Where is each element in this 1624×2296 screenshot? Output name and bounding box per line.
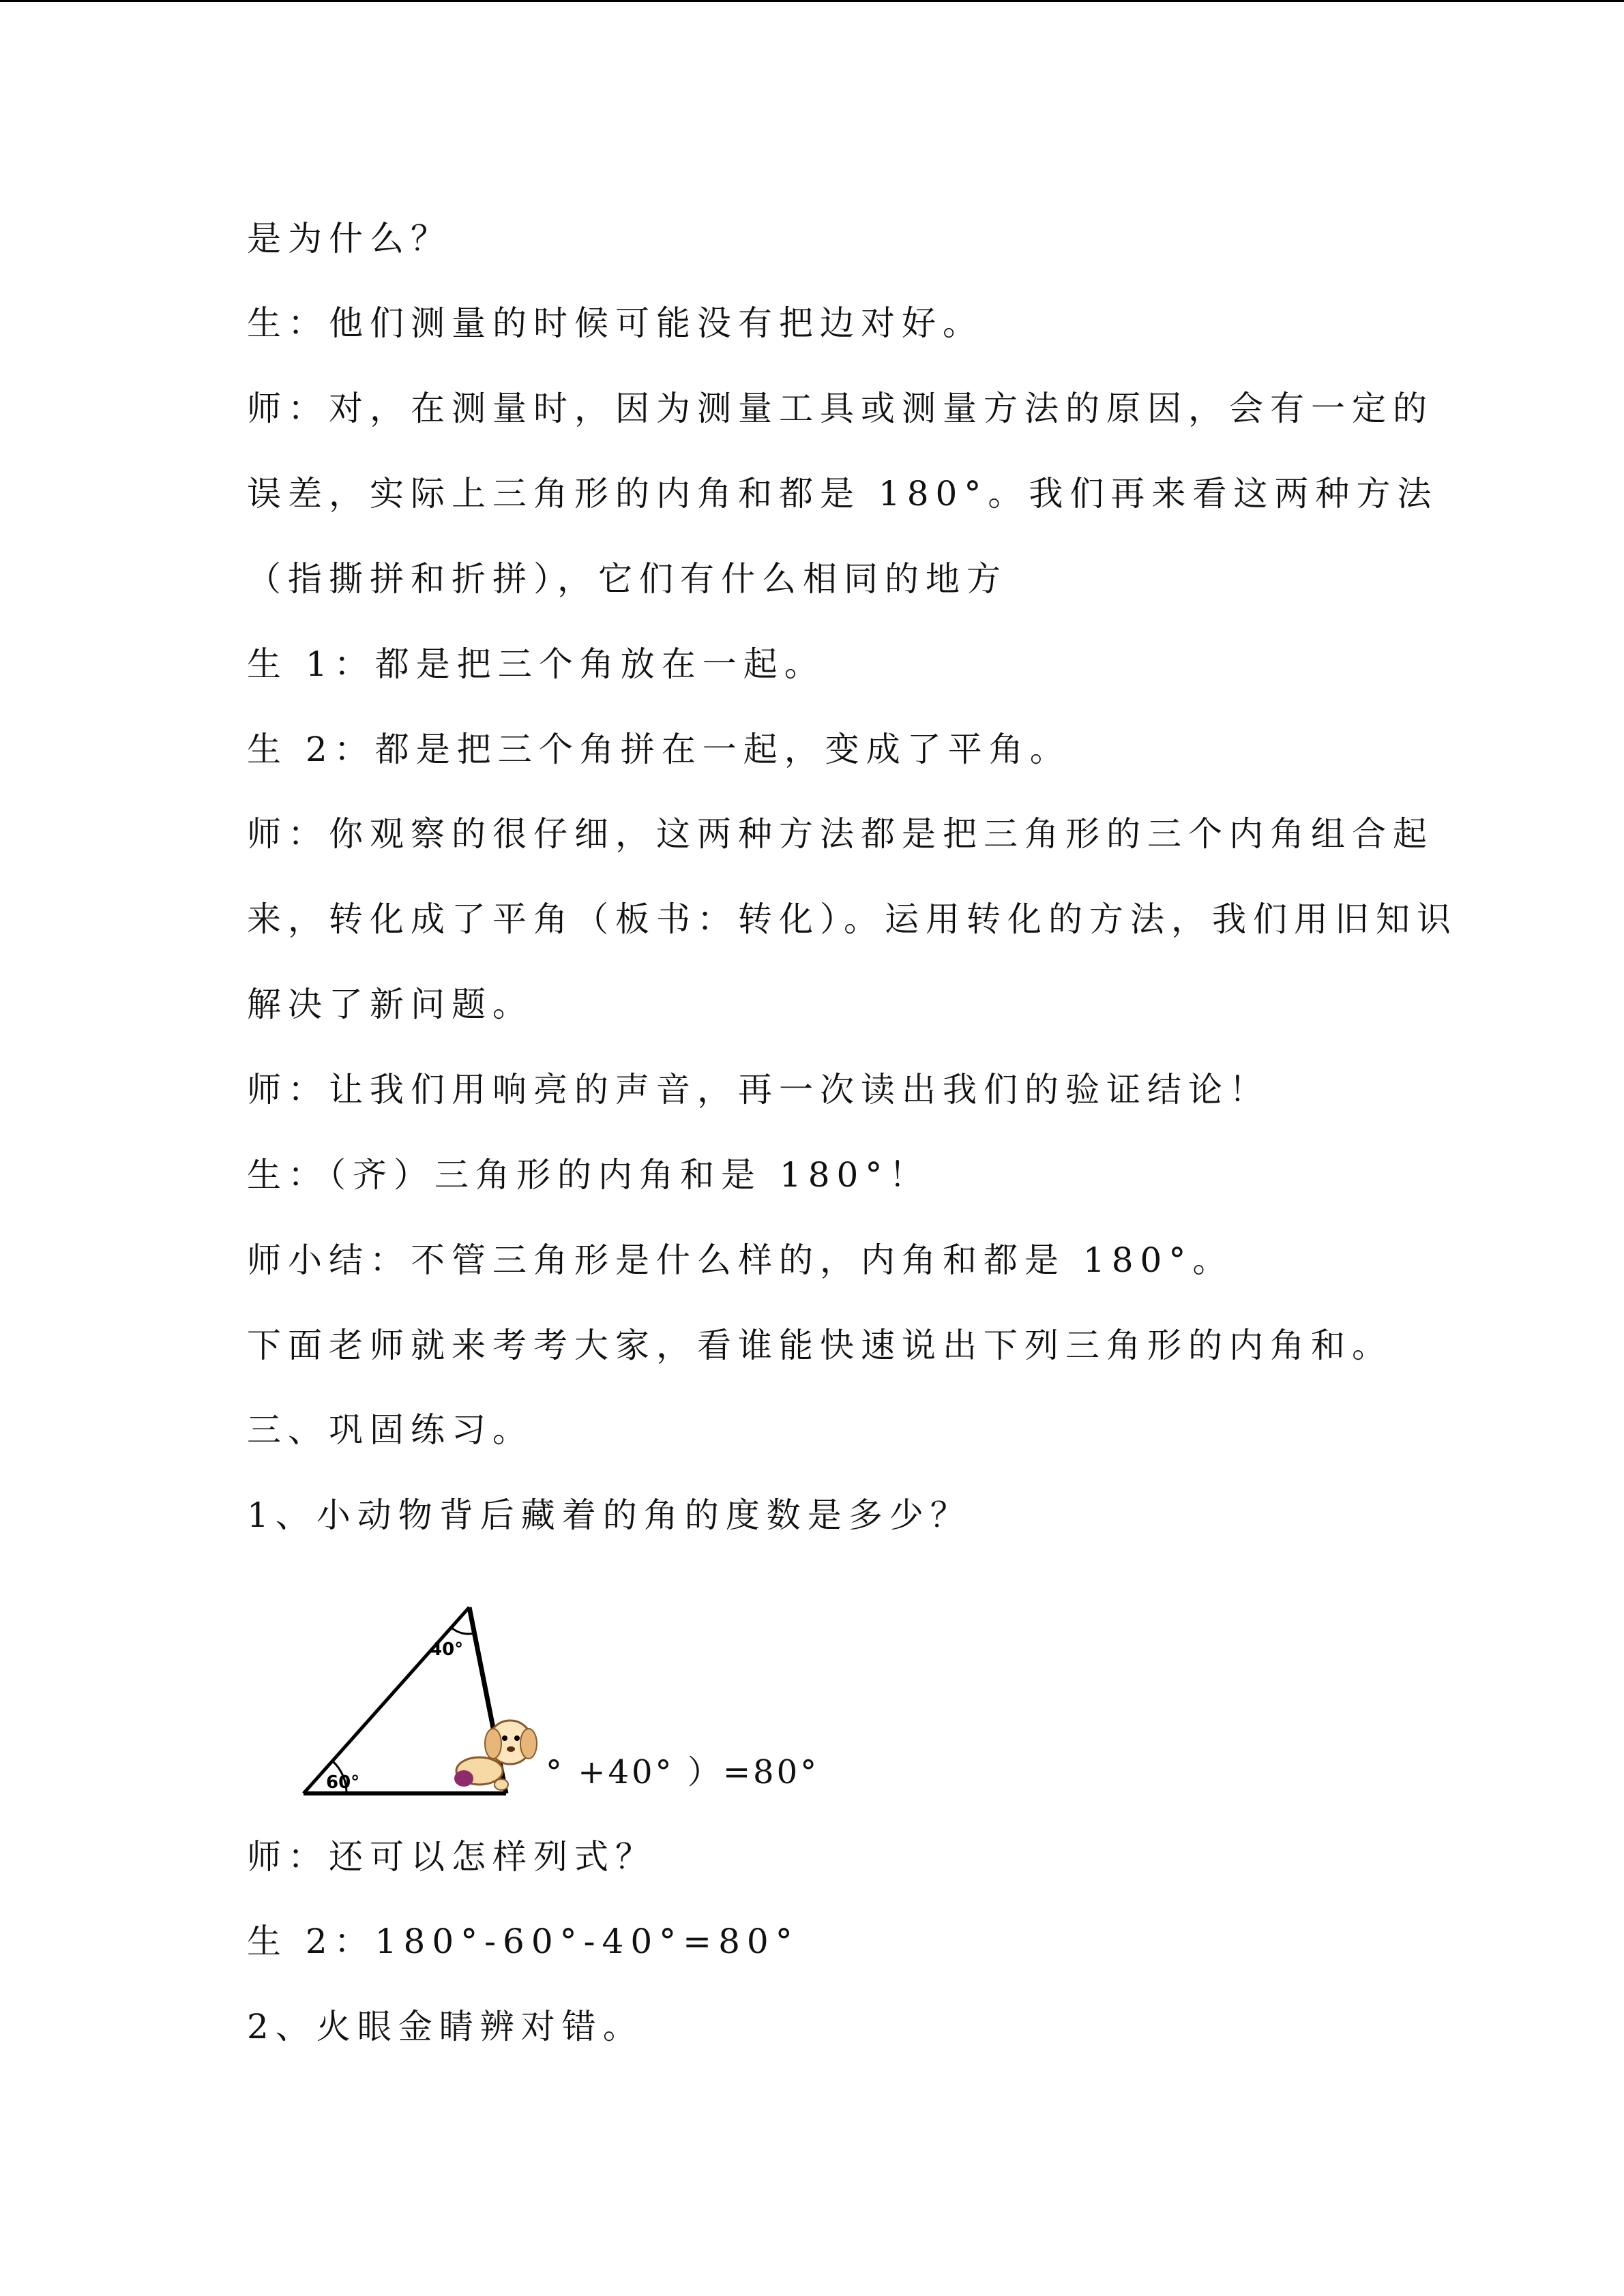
- exercise-2-title: 2、火眼金睛辨对错。: [247, 2007, 644, 2046]
- text-line-7: 生 2：都是把三个角拼在一起，变成了平角。: [247, 730, 1071, 769]
- angle-label-left: 60°: [326, 1772, 360, 1793]
- text-line-18: 生 2：180°-60°-40°=80°: [247, 1922, 799, 1961]
- text-line-14: 下面老师就来考考大家，看谁能快速说出下列三角形的内角和。: [247, 1326, 1393, 1365]
- text-line-8: 师：你观察的很仔细，这两种方法都是把三角形的三个内角组合起: [247, 814, 1434, 854]
- text-line-2: 生：他们测量的时候可能没有把边对好。: [247, 303, 984, 343]
- text-line-10: 解决了新问题。: [247, 985, 533, 1024]
- text-line-5: （指撕拼和折拼），它们有什么相同的地方: [247, 559, 1007, 599]
- text-line-11: 师：让我们用响亮的声音，再一次读出我们的验证结论！: [247, 1070, 1270, 1109]
- exercise-1-question: 1、小动物背后藏着的角的度数是多少？: [247, 1495, 971, 1535]
- text-line-4: 误差，实际上三角形的内角和都是 180°。我们再来看这两种方法: [247, 474, 1438, 513]
- equation-text: ° +40° ）=80°: [546, 1753, 820, 1791]
- text-line-13: 师小结：不管三角形是什么样的，内角和都是 180°。: [247, 1240, 1234, 1280]
- page-top-border: [0, 0, 1624, 2]
- text-line-17: 师：还可以怎样列式？: [247, 1837, 656, 1877]
- angle-label-top: 40°: [430, 1639, 464, 1660]
- section-heading-3: 三、巩固练习。: [247, 1410, 533, 1450]
- triangle-left-edge: [304, 1607, 469, 1793]
- text-line-1: 是为什么？: [247, 219, 452, 258]
- text-line-3: 师：对，在测量时，因为测量工具或测量方法的原因，会有一定的: [247, 389, 1434, 428]
- puppy-icon: [454, 1720, 537, 1790]
- text-line-9: 来，转化成了平角（板书：转化）。运用转化的方法，我们用旧知识: [247, 899, 1458, 939]
- text-line-6: 生 1：都是把三个角放在一起。: [247, 644, 825, 684]
- triangle-figure: [293, 1592, 975, 1817]
- text-line-12: 生：（齐）三角形的内角和是 180°！: [247, 1155, 930, 1195]
